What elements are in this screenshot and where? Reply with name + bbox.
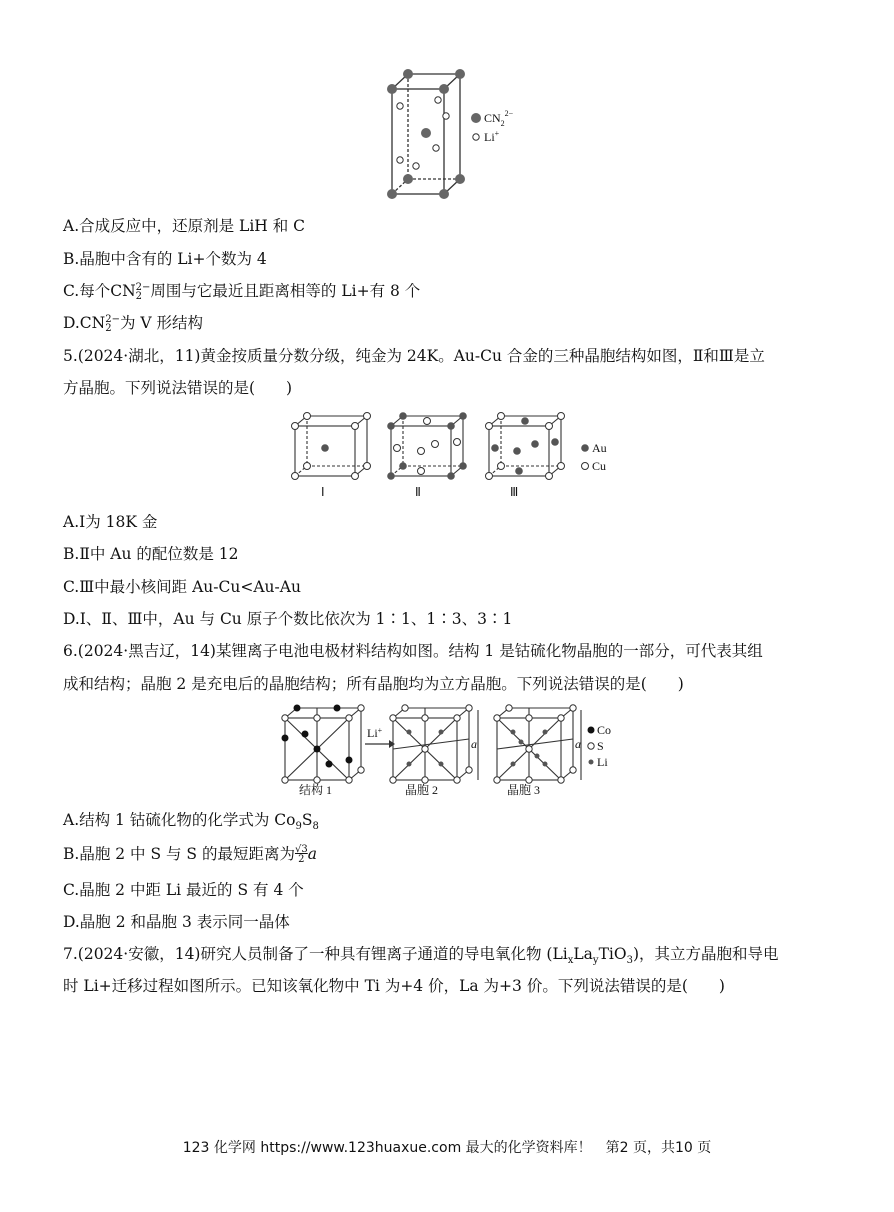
q5-stem-line1: 5.(2024·湖北，11)黄金按质量分数分级，纯金为 24K。Au-Cu 合金的三种晶胞结构如图，Ⅱ和Ⅲ是立 <box>63 347 765 365</box>
svg-text:Ⅱ: Ⅱ <box>415 485 421 499</box>
svg-text:a: a <box>575 737 581 751</box>
q6-stem-line2: 成和结构；晶胞 2 是充电后的晶胞结构；所有晶胞均为立方晶胞。下列说法错误的是( ) <box>63 675 684 693</box>
svg-text:CN22−: $CN_2^{2-}$ <box>484 109 514 128</box>
svg-text:晶胞 2: 晶胞 2 <box>405 783 439 797</box>
svg-text:Ⅰ: Ⅰ <box>321 485 325 499</box>
svg-text:Li+: Li+ <box>367 726 383 740</box>
q4-option-a: A.合成反应中，还原剂是 LiH 和 C <box>63 217 306 235</box>
q4-option-c: C.每个CN2− 2 周围与它最近且距离相等的 Li+有 8 个 <box>63 282 421 302</box>
q5-stem-line2: 方晶胞。下列说法错误的是( ) <box>63 379 293 397</box>
q7-stem-line2: 时 Li+迁移过程如图所示。已知该氧化物中 Ti 为+4 价，La 为+3 价。下列说法错误的是( ) <box>63 977 725 995</box>
svg-text:Cu: Cu <box>592 459 607 473</box>
q5-option-b: B.Ⅱ中 Au 的配位数是 12 <box>63 545 239 563</box>
svg-text:Ⅲ: Ⅲ <box>510 485 519 499</box>
svg-text:S: S <box>597 739 604 753</box>
cobalt-sulfide-figure <box>275 702 625 797</box>
svg-text:晶胞 3: 晶胞 3 <box>507 783 541 797</box>
q6-option-b: B.晶胞 2 中 S 与 S 的最短距离为$\frac{√3}{2}a$ <box>63 844 317 865</box>
svg-text:a: a <box>471 737 477 751</box>
svg-text:Au: Au <box>592 441 607 455</box>
q7-stem-line1: 7.(2024·安徽，14)研究人员制备了一种具有锂离子通道的导电氧化物 $(Li_xLa_yTiO_3)$，其立方晶胞和导电 <box>63 945 779 967</box>
svg-text:Co: Co <box>597 723 612 737</box>
q5-option-a: A.Ⅰ为 18K 金 <box>63 513 158 531</box>
page-footer: 123 化学网 https://www.123huaxue.com 最大的化学资料库！ 第2 页，共10 页 <box>182 1140 712 1156</box>
q4-option-d: D.CN2− 2 为 V 形结构 <box>63 314 204 334</box>
svg-text:Li+: Li+ <box>484 129 500 144</box>
q6-stem-line1: 6.(2024·黑吉辽，14)某锂离子电池电极材料结构如图。结构 1 是钴硫化物晶胞的一部分，可代表其组 <box>63 642 763 660</box>
li2cn2-cell-figure <box>380 62 530 207</box>
svg-text:结构 1: 结构 1 <box>299 783 333 797</box>
q5-option-d: D.Ⅰ、Ⅱ、Ⅲ中，Au 与 Cu 原子个数比依次为 1∶1、1∶3、3∶1 <box>63 610 513 628</box>
q4-option-b: B.晶胞中含有的 Li+个数为 4 <box>63 250 267 268</box>
au-cu-cells-figure <box>285 408 625 503</box>
q6-option-c: C.晶胞 2 中距 Li 最近的 S 有 4 个 <box>63 881 304 899</box>
q5-option-c: C.Ⅲ中最小核间距 Au-Cu<Au-Au <box>63 578 301 596</box>
q6-option-a: A.结构 1 钴硫化物的化学式为 $Co_9S_8$ <box>63 811 319 833</box>
q6-option-d: D.晶胞 2 和晶胞 3 表示同一晶体 <box>63 913 290 931</box>
svg-text:Li: Li <box>597 755 608 769</box>
